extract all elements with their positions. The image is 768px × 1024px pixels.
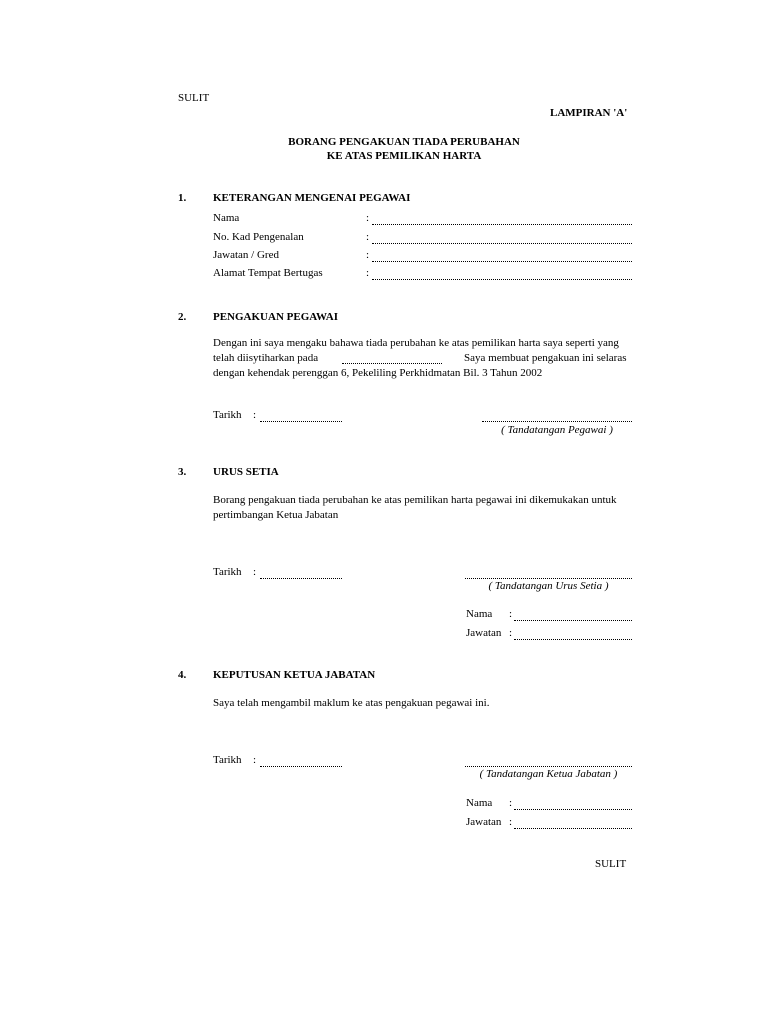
- declaration-line2-a: telah diisytiharkan pada: [213, 352, 319, 364]
- section3-date-sep: :: [253, 566, 257, 578]
- field-label-workplace: Alamat Tempat Bertugas: [213, 267, 323, 279]
- section3-position-label: Jawatan: [466, 627, 502, 639]
- section4-name-sep: :: [509, 797, 513, 809]
- section3-date-label: Tarikh: [213, 566, 242, 578]
- section4-signature-caption: ( Tandatangan Ketua Jabatan ): [479, 768, 618, 780]
- section4-name-label: Nama: [466, 797, 493, 809]
- section2-signature-caption: ( Tandatangan Pegawai ): [501, 424, 613, 436]
- section3-heading: URUS SETIA: [213, 466, 279, 478]
- section2-number: 2.: [178, 311, 187, 323]
- section4-position-sep: :: [509, 816, 513, 828]
- field-sep-workplace: :: [366, 267, 370, 279]
- field-label-name: Nama: [213, 212, 240, 224]
- secretariat-line2: pertimbangan Ketua Jabatan: [213, 509, 339, 521]
- section3-name-label: Nama: [466, 608, 493, 620]
- field-label-position: Jawatan / Gred: [213, 249, 279, 261]
- field-label-ic: No. Kad Pengenalan: [213, 231, 304, 243]
- section1-number: 1.: [178, 192, 187, 204]
- section3-signature-line[interactable]: [465, 578, 632, 579]
- section4-date-input[interactable]: [260, 766, 342, 767]
- section1-heading: KETERANGAN MENGENAI PEGAWAI: [213, 192, 411, 204]
- section2-date-label: Tarikh: [213, 409, 242, 421]
- section2-date-sep: :: [253, 409, 257, 421]
- section2-signature-line[interactable]: [482, 421, 632, 422]
- section3-position-input[interactable]: [514, 639, 632, 640]
- field-sep-name: :: [366, 212, 370, 224]
- section3-name-sep: :: [509, 608, 513, 620]
- section2-date-input[interactable]: [260, 421, 342, 422]
- field-input-workplace[interactable]: [372, 279, 632, 280]
- declaration-line2-b: Saya membuat pengakuan ini selaras: [464, 352, 627, 364]
- section4-number: 4.: [178, 669, 187, 681]
- decision-line1: Saya telah mengambil maklum ke atas pengakuan pegawai ini.: [213, 697, 490, 709]
- section3-number: 3.: [178, 466, 187, 478]
- section4-date-label: Tarikh: [213, 754, 242, 766]
- declaration-line3: dengan kehendak perenggan 6, Pekeliling Perkhidmatan Bil. 3 Tahun 2002: [213, 367, 543, 379]
- section3-date-input[interactable]: [260, 578, 342, 579]
- field-sep-ic: :: [366, 231, 370, 243]
- form-title-line2: KE ATAS PEMILIKAN HARTA: [326, 150, 482, 162]
- form-title-line1: BORANG PENGAKUAN TIADA PERUBAHAN: [288, 136, 520, 148]
- field-input-name[interactable]: [372, 224, 632, 225]
- field-sep-position: :: [366, 249, 370, 261]
- section4-name-input[interactable]: [514, 809, 632, 810]
- declaration-date-input[interactable]: [342, 363, 442, 364]
- section2-heading: PENGAKUAN PEGAWAI: [213, 311, 338, 323]
- classification-bottom: SULIT: [595, 858, 627, 870]
- attachment-label: LAMPIRAN 'A': [550, 107, 628, 119]
- section3-name-input[interactable]: [514, 620, 632, 621]
- secretariat-line1: Borang pengakuan tiada perubahan ke atas pemilikan harta pegawai ini dikemukakan untuk: [213, 494, 617, 506]
- section4-date-sep: :: [253, 754, 257, 766]
- declaration-line1: Dengan ini saya mengaku bahawa tiada perubahan ke atas pemilikan harta saya seperti yang: [213, 337, 619, 349]
- field-input-ic[interactable]: [372, 243, 632, 244]
- section3-position-sep: :: [509, 627, 513, 639]
- section4-position-input[interactable]: [514, 828, 632, 829]
- section4-heading: KEPUTUSAN KETUA JABATAN: [213, 669, 376, 681]
- classification-top: SULIT: [178, 92, 210, 104]
- section4-position-label: Jawatan: [466, 816, 502, 828]
- section4-signature-line[interactable]: [465, 766, 632, 767]
- field-input-position[interactable]: [372, 261, 632, 262]
- section3-signature-caption: ( Tandatangan Urus Setia ): [488, 580, 609, 592]
